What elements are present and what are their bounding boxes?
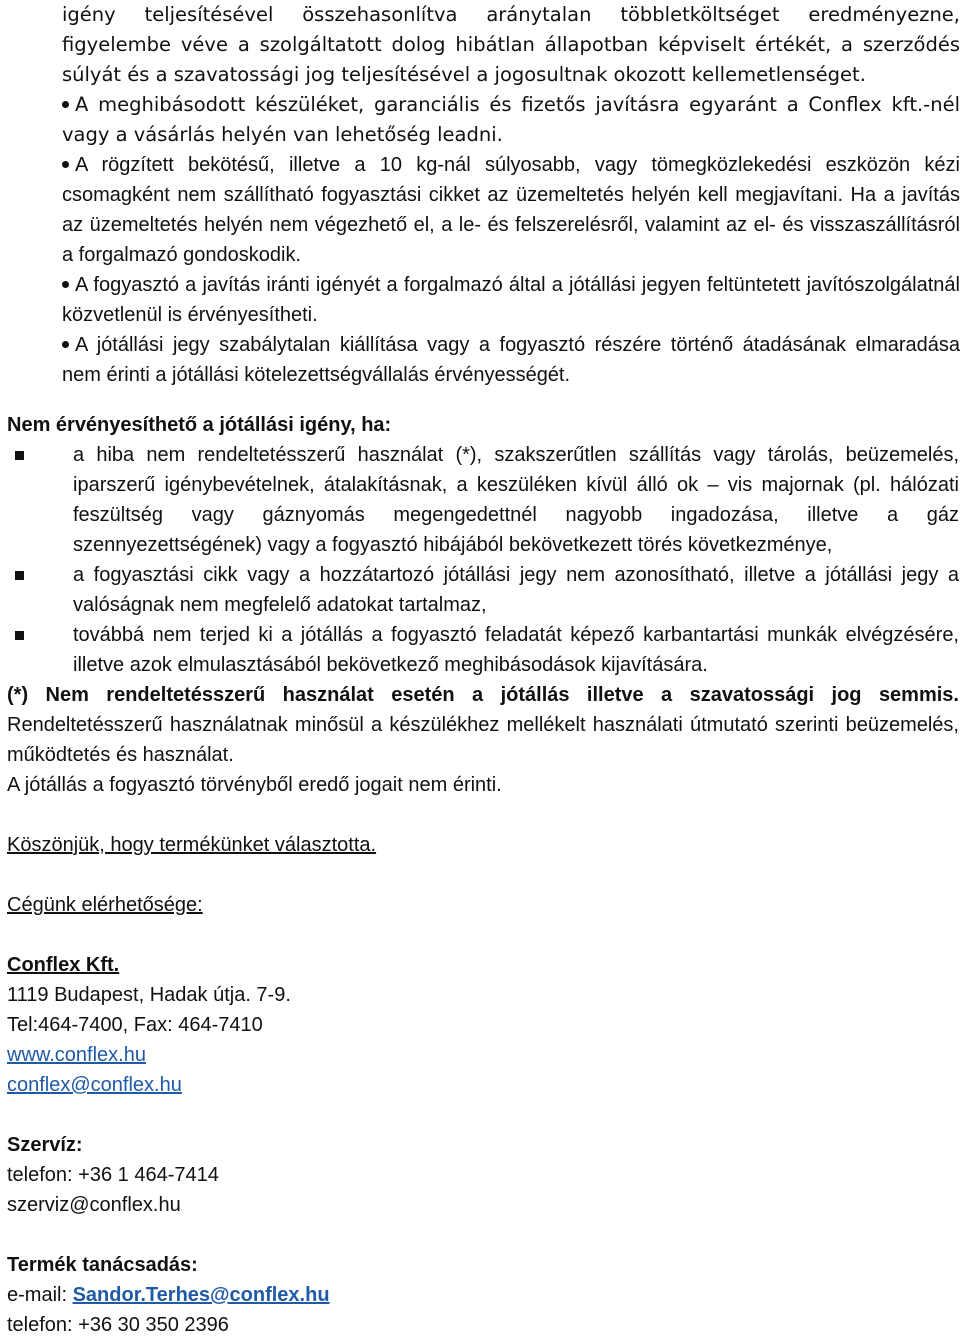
top-section (62, 0, 960, 390)
note-bold: (*) Nem rendeltetésszerű használat esetén a jótállás illetve a szavatossági jog semmis. (7, 684, 959, 706)
service-email: szerviz@conflex.hu (7, 1194, 181, 1216)
square-bullet-icon (15, 631, 24, 640)
service-heading: Szervíz: (7, 1134, 83, 1156)
bullet-paragraph: A jótállási jegy szabálytalan kiállítása vagy a fogyasztó részére történő átadásának elmaradása nem érinti a jótállási kötelezettségvállalás érvényességét. (62, 334, 960, 386)
spacer (7, 1220, 959, 1250)
list-item: a hiba nem rendeltetésszerű használat (*), szakszerűtlen szállítás vagy tárolás, beüzemelés, iparszerű igénybevételnek, átalakításnak, a keszüléken kívül álló ok – vis majornak (pl. hálózati feszültség vagy gáznyomás megengedettnél nagyobb ingadozása, illetve a gáz szennyezettségének) vagy a fogyasztó hibájából bekövetkezett törés következménye, (7, 440, 959, 560)
advice-phone: telefon: +36 30 350 2396 (7, 1314, 229, 1336)
square-bullet-icon (15, 451, 24, 460)
company-name: Conflex Kft. (7, 954, 120, 976)
company-website-link[interactable]: www.conflex.hu (7, 1044, 146, 1066)
square-bullet-icon (15, 571, 24, 580)
bullet-paragraph: A rögzített bekötésű, illetve a 10 kg-nál súlyosabb, vagy tömegközlekedési eszközön kézi csomagként nem szállítható fogyasztási cikket az üzemeltetés helyén kell megjavítani. Ha a javítás az üzemeltetés helyén nem végezhető el, a le- és felszerelésről, valamint az el- és visszaszállításról a forgalmazó gondoskodik. (62, 154, 960, 266)
spacer (7, 800, 959, 830)
company-email-link[interactable]: conflex@conflex.hu (7, 1074, 182, 1096)
service-phone: telefon: +36 1 464-7414 (7, 1164, 219, 1186)
bullet-dot-icon (62, 101, 69, 108)
bullet-dot-icon (62, 281, 69, 288)
contact-heading: Cégünk elérhetősége: (7, 894, 203, 916)
bullet-paragraph: A fogyasztó a javítás iránti igényét a forgalmazó által a jótállási jegyen feltüntetett javítószolgálatnál közvetlenül is érvényesítheti. (62, 274, 960, 326)
rights-paragraph: A jótállás a fogyasztó törvényből eredő jogait nem érinti. (7, 774, 502, 796)
note-text: Rendeltetésszerű használatnak minősül a készülékhez mellékelt használati útmutató szerinti beüzemelés, működtetés és használat. (7, 714, 959, 766)
spacer (7, 920, 959, 950)
paragraph-intro: igény teljesítésével összehasonlítva aránytalan többletköltséget eredményezne, figyelembe véve a szolgáltatott dolog hibátlan állapotban képviselt értékét, a szerződés súlyát és a szavatossági jog teljesítésével a jogosultnak okozott kellemetlenséget. (62, 3, 960, 86)
spacer (7, 860, 959, 890)
not-valid-list (7, 440, 959, 680)
company-phone-fax: Tel:464-7400, Fax: 464-7410 (7, 1014, 263, 1036)
bullet-paragraph: A meghibásodott készüléket, garanciális és fizetős javításra egyaránt a Conflex kft.-nél vagy a vásárlás helyén van lehetőség leadni. (62, 93, 960, 146)
thanks-text: Köszönjük, hogy termékünket választotta. (7, 834, 377, 856)
advice-heading: Termék tanácsadás: (7, 1254, 198, 1276)
spacer (7, 1100, 959, 1130)
bullet-dot-icon (62, 341, 69, 348)
advice-email-link[interactable]: Sandor.Terhes@conflex.hu (72, 1284, 330, 1306)
company-address: 1119 Budapest, Hadak útja. 7-9. (7, 984, 291, 1006)
note-paragraph (7, 680, 959, 770)
bullet-dot-icon (62, 161, 69, 168)
list-item: a fogyasztási cikk vagy a hozzátartozó jótállási jegy nem azonosítható, illetve a jótállási jegy a valóságnak nem megfelelő adatokat tartalmaz, (7, 560, 959, 620)
lower-section (7, 410, 959, 1340)
not-valid-heading: Nem érvényesíthető a jótállási igény, ha: (7, 414, 392, 436)
list-item: továbbá nem terjed ki a jótállás a fogyasztó feladatát képező karbantartási munkák elvégzésére, illetve azok elmulasztásából bekövetkező meghibásodások kijavítására. (7, 620, 959, 680)
advice-email-line (7, 1280, 959, 1310)
advice-email-label: e-mail: (7, 1284, 73, 1306)
